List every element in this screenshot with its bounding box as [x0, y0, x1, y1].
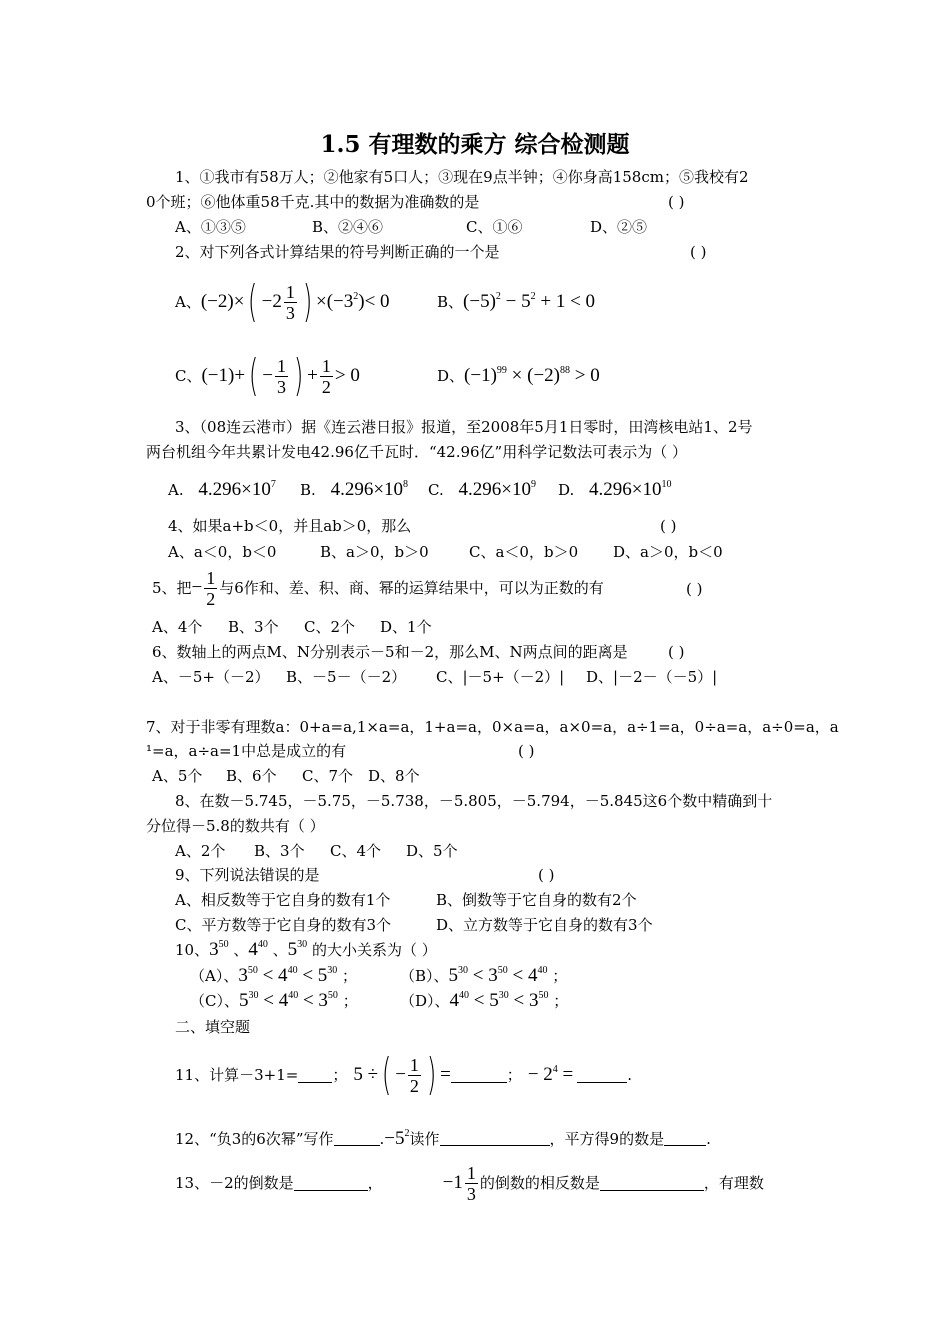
q12-blank-1[interactable] [334, 1131, 380, 1146]
q10-d-label: （D）、 [400, 992, 450, 1010]
q13-comma: ， [367, 1174, 383, 1192]
q2-d-formula: $(-1)^{99} \times (-2)^{88} > 0$ [464, 365, 600, 386]
q4-option-a: A、a＜0，b＜0 [168, 543, 277, 561]
q4-option-b: B、a＞0，b＞0 [320, 543, 429, 561]
q10-stem: 10、$3^{50}$ 、$4^{40}$ 、$5^{30}$ 的大小关系为（ ） [175, 939, 437, 960]
q5-option-a: A、4个 [152, 618, 203, 636]
q6-option-a: A、－5+（－2） [152, 668, 270, 686]
q2-option-c [175, 352, 360, 400]
q12: 12、“负3的6次幂”写作 $.-5^2$读作 ，平方得9的数是 . [175, 1128, 711, 1149]
q11 [175, 1049, 633, 1100]
q10-option-d: （D）、$4^{40} < 5^{30} < 3^{50}$ ； [400, 990, 569, 1011]
q11-end: . [627, 1066, 633, 1084]
q6-paren: ( ) [668, 643, 685, 661]
q13-blank-2[interactable] [600, 1176, 704, 1191]
q2-a-formula: (−2)×( −2 $\frac{1}{3}$ ) $\times(-3^2)< 0$ [200, 276, 390, 327]
q11-semi-1: ； [332, 1066, 348, 1084]
q4-option-d: D、a＞0，b＜0 [613, 543, 723, 561]
q5-option-b: B、3个 [228, 618, 279, 636]
q9-option-b: B、倒数等于它自身的数有2个 [436, 891, 637, 909]
q6-stem: 6、数轴上的两点M、N分别表示－5和－2，那么M、N两点间的距离是 [152, 643, 628, 661]
q3-b-label: B. [300, 481, 316, 499]
q12-pre: 12、“负3的6次幂”写作 [175, 1130, 334, 1148]
q12-blank-3[interactable] [664, 1131, 706, 1146]
q10-c-label: （C）、 [190, 992, 239, 1010]
q3-option-d [558, 481, 672, 499]
q9-paren: ( ) [538, 866, 555, 884]
q13-mid: 的倒数的相反数是 [479, 1174, 600, 1192]
q5-stem [152, 566, 604, 610]
q9-option-c: C、平方数等于它自身的数有3个 [175, 916, 392, 934]
q8-option-d: D、5个 [406, 842, 458, 860]
q11-blank-1[interactable] [298, 1068, 332, 1083]
q2-option-a [175, 278, 390, 326]
q11-expr-3: − $2^4$ = [527, 1064, 574, 1085]
q6-option-b: B、－5－（－2） [286, 668, 407, 686]
q3-options [168, 481, 276, 499]
q5-post: 与6作和、差、积、商、幂的运算结果中，可以为正数的有 [219, 579, 604, 597]
q1-line2: 0个班；⑥他体重58千克.其中的数据为准确数的是 [146, 193, 480, 211]
q10-tail: 的大小关系为（ ） [311, 941, 437, 959]
q8-line1: 8、在数－5.745，－5.75，－5.738，－5.805，－5.794，－5.845这6个数中精确到十 [175, 792, 773, 810]
q1-option-a: A、①③⑤ [175, 218, 246, 236]
q11-blank-3[interactable] [577, 1068, 627, 1083]
q3-c-label: C. [428, 481, 444, 499]
q10-num: 10、 [175, 941, 210, 959]
q7-option-d: D、8个 [368, 767, 420, 785]
q3-d-exp: 10 [661, 479, 672, 490]
q5-pre: 5、把 [152, 579, 192, 597]
q2-option-b [437, 290, 595, 314]
q2-c-formula: (−1)+( − $\frac{1}{3}$ ) + $\frac{1}{2}$ > 0 [201, 350, 360, 401]
q3-line1: 3、（08连云港市）据《连云港日报》报道，至2008年5月1日零时，田湾核电站1、2号 [175, 418, 753, 436]
q4-paren: ( ) [660, 517, 677, 535]
q4-stem: 4、如果a+b＜0，并且ab＞0，那么 [168, 517, 412, 535]
q5-fraction: − $\frac{1}{2}$ [191, 567, 216, 609]
q7-line2: ¹=a，a÷a=1中总是成立的有 [146, 742, 347, 760]
page-title: 1.5 有理数的乘方 综合检测题 [320, 131, 630, 158]
q8-option-c: C、4个 [330, 842, 382, 860]
q2-stem: 2、对下列各式计算结果的符号判断正确的一个是 [175, 243, 500, 261]
q1-option-c: C、①⑥ [466, 218, 523, 236]
q5-option-d: D、1个 [380, 618, 432, 636]
q8-option-a: A、2个 [175, 842, 226, 860]
q13 [175, 1160, 764, 1206]
q13-tail: ，有理数 [703, 1174, 764, 1192]
q2-d-label: D、 [437, 367, 465, 385]
q7-option-a: A、5个 [152, 767, 203, 785]
q13-pre: 13、－2的倒数是 [175, 1174, 294, 1192]
q11-expr-2: 5 ÷( − $\frac{1}{2}$ ) = [353, 1049, 451, 1100]
q7-line1: 7、对于非零有理数a：0+a=a,1×a=a，1+a=a，0×a=a，a×0=a，a÷1=a，0÷a=a，a÷0=a，a [146, 718, 839, 736]
q8-line2: 分位得－5.8的数共有（ ） [146, 817, 325, 835]
section-fill-in: 二、填空题 [175, 1018, 251, 1036]
q3-b-mantissa: 4.296×10 [330, 479, 404, 500]
q7-option-b: B、6个 [226, 767, 277, 785]
q3-a-exp: 7 [270, 479, 276, 490]
q11-semi-2: ； [506, 1066, 522, 1084]
q9-stem: 9、下列说法错误的是 [175, 866, 320, 884]
q3-c-mantissa: 4.296×10 [458, 479, 531, 500]
q2-a-label: A、 [175, 293, 201, 311]
q3-line2: 两台机组今年共累计发电42.96亿千瓦时．“42.96亿”用科学记数法可表示为（ ） [146, 443, 687, 461]
q2-option-d [437, 364, 600, 388]
q6-option-d: D、|－2－（－5）| [586, 668, 718, 686]
q3-b-exp: 8 [403, 479, 409, 490]
q2-b-label: B、 [437, 293, 464, 311]
q9-option-d: D、立方数等于它自身的数有3个 [436, 916, 653, 934]
q12-end: . [706, 1130, 711, 1148]
q13-expr: −1 $\frac{1}{3}$ [442, 1162, 476, 1204]
q3-a-mantissa: 4.296×10 [198, 479, 271, 500]
q10-option-a: （A）、$3^{50} < 4^{40} < 5^{30}$ ； [190, 965, 358, 986]
q13-blank-1[interactable] [294, 1176, 368, 1191]
q9-option-a: A、相反数等于它自身的数有1个 [175, 891, 391, 909]
q2-paren: ( ) [690, 243, 707, 261]
q5-paren: ( ) [686, 580, 703, 598]
q1-option-b: B、②④⑥ [312, 218, 384, 236]
q2-c-label: C、 [175, 367, 202, 385]
q8-option-b: B、3个 [254, 842, 305, 860]
q12-mid: 读作 [409, 1130, 440, 1148]
q12-tail: ，平方得9的数是 [549, 1130, 665, 1148]
q7-paren: ( ) [518, 742, 535, 760]
q4-option-c: C、a＜0，b＞0 [469, 543, 579, 561]
q10-option-b: （B）、$5^{30} < 3^{50} < 4^{40}$ ； [400, 965, 568, 986]
q7-option-c: C、7个 [302, 767, 354, 785]
q10-b-label: （B）、 [400, 967, 449, 985]
q2-b-formula: $(-5)^2 - 5^2 + 1 < 0$ [463, 291, 596, 312]
q11-pre: 11、计算－3+1= [175, 1066, 299, 1084]
q3-d-label: D. [558, 481, 575, 499]
q1-paren: ( ) [668, 193, 685, 211]
q12-expr: $-5^2$ [384, 1128, 410, 1149]
q5-option-c: C、2个 [304, 618, 356, 636]
q3-d-mantissa: 4.296×10 [589, 479, 662, 500]
q1-line1: 1、①我市有58万人；②他家有5口人；③现在9点半钟；④你身高158cm；⑤我校有2 [175, 168, 749, 186]
q12-blank-2[interactable] [440, 1131, 550, 1146]
q3-option-b [300, 481, 408, 499]
q11-blank-2[interactable] [451, 1068, 507, 1083]
q10-option-c: （C）、$5^{30} < 4^{40} < 3^{50}$ ； [190, 990, 358, 1011]
q3-c-exp: 9 [530, 479, 536, 490]
q1-option-d: D、②⑤ [590, 218, 648, 236]
q6-option-c: C、|－5+（－2）| [436, 668, 565, 686]
q3-a-label: A. [168, 481, 184, 499]
q10-a-label: （A）、 [190, 967, 239, 985]
q3-option-c [428, 481, 536, 499]
